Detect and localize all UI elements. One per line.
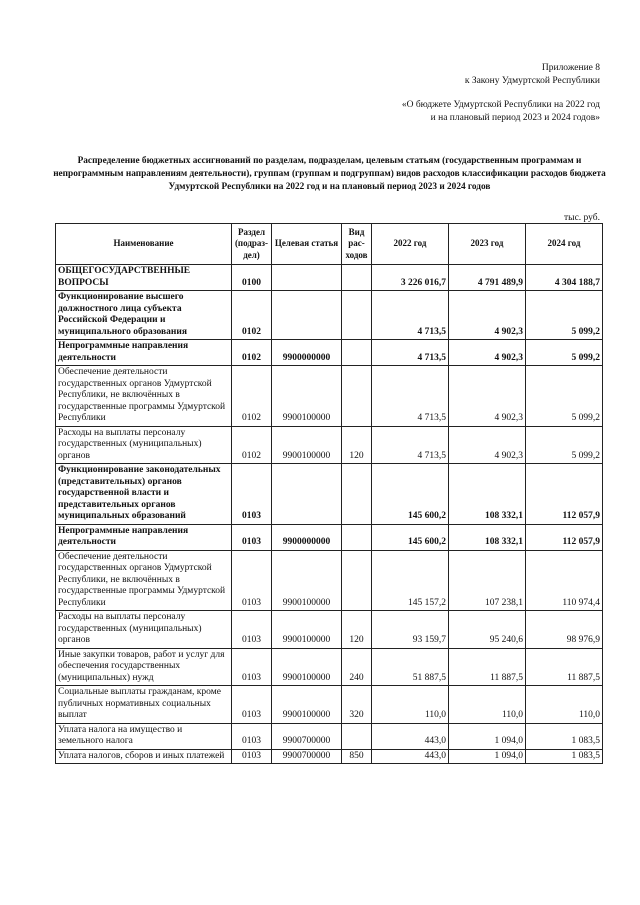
row-target: 9900000000: [272, 524, 342, 550]
row-kind: 320: [342, 686, 372, 724]
row-value-2024: 112 057,9: [526, 524, 603, 550]
table-row: [56, 464, 603, 525]
row-value-2023: 107 238,1: [449, 550, 526, 611]
row-name: Расходы на выплаты персоналу государственных (муниципальных) органов: [56, 426, 232, 464]
budget-table: [55, 223, 603, 764]
col-header-name: Наименование: [56, 224, 232, 265]
row-section: 0103: [232, 723, 272, 749]
row-section: 0103: [232, 648, 272, 686]
row-name: Уплата налогов, сборов и иных платежей: [56, 749, 232, 764]
row-section: 0102: [232, 291, 272, 340]
row-value-2024: 1 083,5: [526, 723, 603, 749]
row-section: 0102: [232, 340, 272, 366]
col-header-2022: 2022 год: [372, 224, 449, 265]
table-row: [56, 611, 603, 649]
units-label: тыс. руб.: [564, 213, 600, 223]
row-target: 9900700000: [272, 723, 342, 749]
row-kind: [342, 464, 372, 525]
row-value-2023: 108 332,1: [449, 524, 526, 550]
row-name: Уплата налога на имущество и земельного налога: [56, 723, 232, 749]
table-row: [56, 749, 603, 764]
row-target: 9900100000: [272, 648, 342, 686]
row-name: Обеспечение деятельности государственных органов Удмуртской Республики, не включённых в государственные программы Удмуртской Республики: [56, 366, 232, 427]
table-header-row: [56, 224, 603, 265]
row-name: Расходы на выплаты персоналу государственных (муниципальных) органов: [56, 611, 232, 649]
row-value-2023: 1 094,0: [449, 749, 526, 764]
row-name: Иные закупки товаров, работ и услуг для обеспечения государственных (муниципальных) нужд: [56, 648, 232, 686]
row-value-2022: 145 157,2: [372, 550, 449, 611]
appendix-header: [320, 62, 600, 124]
row-kind: 120: [342, 611, 372, 649]
row-value-2024: 5 099,2: [526, 426, 603, 464]
row-value-2024: 110 974,4: [526, 550, 603, 611]
table-row: [56, 291, 603, 340]
row-value-2023: 4 902,3: [449, 426, 526, 464]
row-name: Функционирование законодательных (представительных) органов государственной власти и представительных органов муниципальных образований: [56, 464, 232, 525]
row-section: 0103: [232, 686, 272, 724]
row-value-2024: 4 304 188,7: [526, 265, 603, 291]
row-kind: [342, 265, 372, 291]
col-header-2023: 2023 год: [449, 224, 526, 265]
row-section: 0102: [232, 426, 272, 464]
row-kind: [342, 524, 372, 550]
row-target: 9900100000: [272, 686, 342, 724]
row-value-2024: 11 887,5: [526, 648, 603, 686]
row-value-2024: 110,0: [526, 686, 603, 724]
col-header-target: Целевая статья: [272, 224, 342, 265]
row-target: 9900000000: [272, 340, 342, 366]
row-value-2022: 93 159,7: [372, 611, 449, 649]
row-kind: 850: [342, 749, 372, 764]
table-row: [56, 550, 603, 611]
row-section: 0102: [232, 366, 272, 427]
row-target: [272, 291, 342, 340]
table-row: [56, 366, 603, 427]
row-value-2023: 110,0: [449, 686, 526, 724]
row-value-2024: 5 099,2: [526, 340, 603, 366]
row-name: Функционирование высшего должностного лица субъекта Российской Федерации и муниципального образования: [56, 291, 232, 340]
row-value-2022: 110,0: [372, 686, 449, 724]
col-header-section: Раздел (подраз- дел): [232, 224, 272, 265]
row-value-2022: 4 713,5: [372, 426, 449, 464]
row-kind: [342, 291, 372, 340]
row-target: 9900100000: [272, 366, 342, 427]
table-row: [56, 686, 603, 724]
row-section: 0100: [232, 265, 272, 291]
row-name: Обеспечение деятельности государственных органов Удмуртской Республики, не включённых в государственные программы Удмуртской Республики: [56, 550, 232, 611]
row-value-2023: 11 887,5: [449, 648, 526, 686]
row-section: 0103: [232, 611, 272, 649]
row-name: Непрограммные направления деятельности: [56, 524, 232, 550]
row-name: ОБЩЕГОСУДАРСТВЕННЫЕ ВОПРОСЫ: [56, 265, 232, 291]
table-row: [56, 426, 603, 464]
law-title-line2: и на плановый период 2023 и 2024 годов»: [430, 112, 600, 123]
row-section: 0103: [232, 749, 272, 764]
table-row: [56, 340, 603, 366]
row-target: [272, 265, 342, 291]
row-value-2023: 108 332,1: [449, 464, 526, 525]
row-kind: [342, 340, 372, 366]
row-target: [272, 464, 342, 525]
table-row: [56, 524, 603, 550]
row-value-2024: 112 057,9: [526, 464, 603, 525]
row-name: Социальные выплаты гражданам, кроме публичных нормативных социальных выплат: [56, 686, 232, 724]
row-value-2023: 4 902,3: [449, 291, 526, 340]
row-value-2022: 145 600,2: [372, 464, 449, 525]
row-value-2022: 443,0: [372, 723, 449, 749]
row-kind: [342, 366, 372, 427]
col-header-kind: Вид рас- ходов: [342, 224, 372, 265]
row-kind: 120: [342, 426, 372, 464]
row-section: 0103: [232, 464, 272, 525]
row-value-2023: 1 094,0: [449, 723, 526, 749]
table-row: [56, 648, 603, 686]
row-value-2022: 51 887,5: [372, 648, 449, 686]
law-title-line1: «О бюджете Удмуртской Республики на 2022 год: [401, 100, 600, 110]
row-kind: [342, 723, 372, 749]
row-target: 9900700000: [272, 749, 342, 764]
row-kind: [342, 550, 372, 611]
row-value-2022: 4 713,5: [372, 366, 449, 427]
document-title: Распределение бюджетных ассигнований по разделам, подразделам, целевым статьям (государственным программам и непрограммным направлениям деятельности), группам (группам и подгруппам) видов расходов классификации расходов бюджета Удмуртской Республики на 2022 год и на плановый период 2023 и 2024 годов: [53, 156, 606, 192]
appendix-number: Приложение 8: [541, 63, 600, 73]
row-kind: 240: [342, 648, 372, 686]
table-row: [56, 723, 603, 749]
row-target: 9900100000: [272, 550, 342, 611]
row-value-2023: 4 791 489,9: [449, 265, 526, 291]
row-value-2022: 4 713,5: [372, 291, 449, 340]
col-header-2024: 2024 год: [526, 224, 603, 265]
row-name: Непрограммные направления деятельности: [56, 340, 232, 366]
table-row: [56, 265, 603, 291]
row-value-2022: 443,0: [372, 749, 449, 764]
row-value-2024: 1 083,5: [526, 749, 603, 764]
row-value-2022: 145 600,2: [372, 524, 449, 550]
law-reference: к Закону Удмуртской Республики: [464, 75, 600, 86]
row-target: 9900100000: [272, 611, 342, 649]
row-section: 0103: [232, 550, 272, 611]
row-value-2023: 95 240,6: [449, 611, 526, 649]
row-value-2024: 98 976,9: [526, 611, 603, 649]
row-value-2023: 4 902,3: [449, 340, 526, 366]
row-value-2024: 5 099,2: [526, 291, 603, 340]
row-value-2023: 4 902,3: [449, 366, 526, 427]
row-value-2022: 3 226 016,7: [372, 265, 449, 291]
row-value-2022: 4 713,5: [372, 340, 449, 366]
row-value-2024: 5 099,2: [526, 366, 603, 427]
row-target: 9900100000: [272, 426, 342, 464]
row-section: 0103: [232, 524, 272, 550]
